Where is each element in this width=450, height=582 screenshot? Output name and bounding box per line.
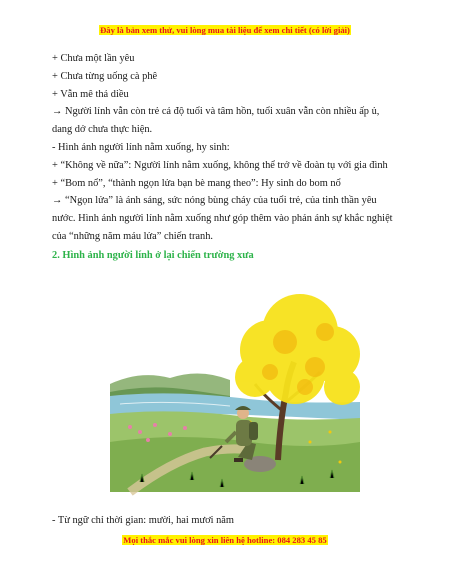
text-line: + “Bom nổ”, “thành ngọn lửa bạn bè mang theo”: Hy sinh do bom nổ xyxy=(52,177,341,189)
document-body xyxy=(52,50,402,265)
text-line: → “Ngọn lửa” là ánh sáng, sức nóng bùng cháy của tuổi trẻ, của tinh thần yêu nước. Hình ảnh người lính nằm xuống như góp thêm vào phản ánh sự khắc nghiệt của “những năm máu lửa” chiến tranh. xyxy=(52,195,393,242)
hotline-banner xyxy=(0,535,450,545)
text-line: + “Không về nữa”: Người lính nằm xuống, không thể trở về đoàn tụ với gia đình xyxy=(52,159,388,171)
text-line: + Vẫn mê thả diều xyxy=(52,88,129,100)
preview-notice-banner xyxy=(0,25,450,35)
preview-notice-text: Đây là bản xem thử, vui lòng mua tài liệu để xem chi tiết (có lời giải) xyxy=(100,25,350,35)
text-line: - Hình ảnh người lính nằm xuống, hy sinh: xyxy=(52,141,230,153)
text-line: + Chưa từng uống cà phê xyxy=(52,70,158,82)
text-line: + Chưa một lần yêu xyxy=(52,53,135,64)
text-line: → Người lính vẫn còn trẻ cả độ tuổi và tâm hồn, tuổi xuân vẫn còn nhiều ấp ủ, dang dở chưa thực hiện. xyxy=(52,106,380,136)
soldier-under-tree-illustration xyxy=(110,292,360,500)
section-heading: 2. Hình ảnh người lính ở lại chiến trường xưa xyxy=(52,249,254,261)
time-words-caption: - Từ ngữ chỉ thời gian: mười, hai mươi năm xyxy=(52,515,234,527)
hotline-text: Mọi thắc mắc vui lòng xin liên hệ hotline: 084 283 45 85 xyxy=(123,535,327,545)
